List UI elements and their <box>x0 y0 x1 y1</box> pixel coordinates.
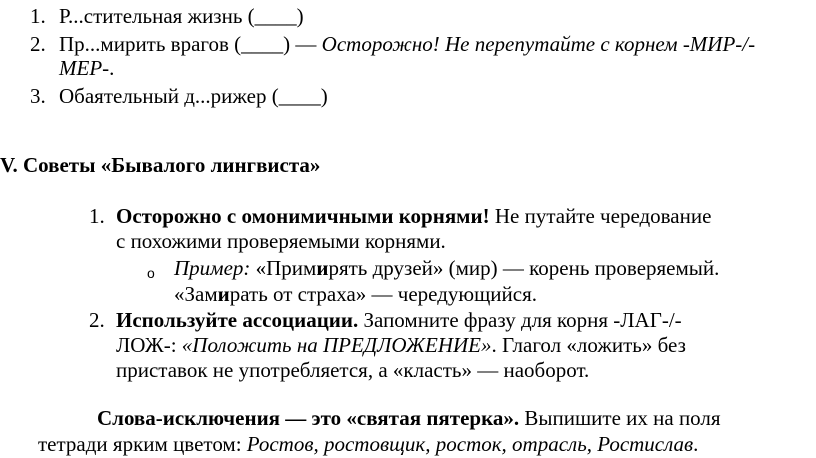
list-number: 3. <box>30 84 46 108</box>
tip-bold: Осторожно с омонимичными корнями! <box>116 204 490 228</box>
bullet-icon: o <box>147 265 155 281</box>
example-label: Пример: <box>174 256 251 280</box>
example-bold-letter: и <box>217 282 230 306</box>
tip-text: . Глагол «ложить» без <box>491 333 686 357</box>
tip-text: Не путайте чередование <box>489 204 712 228</box>
exceptions-line <box>97 406 721 430</box>
list-item-note-cont: МЕР- <box>59 56 110 80</box>
example-text: «Прим <box>250 256 317 280</box>
tip-number: 2. <box>89 308 105 332</box>
tip-item-cont <box>116 333 686 357</box>
exceptions-text: . <box>693 432 699 456</box>
list-item-note: Осторожно! Не перепутайте с корнем -МИР-/- <box>321 32 756 56</box>
list-item-text: Пр...мирить врагов (____) — <box>59 32 322 56</box>
example-line <box>174 282 537 306</box>
tip-text: Запомните фразу для корня -ЛАГ-/- <box>358 308 682 332</box>
list-item: Р...стительная жизнь (____) <box>59 4 304 28</box>
list-number: 1. <box>30 4 46 28</box>
example-bold-letter: и <box>316 256 329 280</box>
tip-item-cont: с похожими проверяемыми корнями. <box>116 229 446 253</box>
tip-item <box>116 308 682 332</box>
exceptions-text: Выпишите их на поля <box>519 406 721 430</box>
exceptions-text: тетради ярким цветом: <box>38 432 247 456</box>
list-number: 2. <box>30 32 46 56</box>
list-item <box>59 32 755 56</box>
example-line <box>174 256 719 280</box>
example-text: рать от страха» — чередующийся. <box>229 282 537 306</box>
tip-number: 1. <box>89 204 105 228</box>
exceptions-bold: Слова-исключения — это «святая пятерка». <box>97 406 520 430</box>
tip-italic: «Положить на ПРЕДЛОЖЕНИЕ» <box>181 333 492 357</box>
tip-item-cont: приставок не употребляется, а «класть» — наоборот. <box>116 358 590 382</box>
example-text: «Зам <box>174 282 218 306</box>
example-text: рять друзей» (мир) — корень проверяемый. <box>328 256 720 280</box>
tip-text: ЛОЖ-: <box>116 333 182 357</box>
tip-item <box>116 204 711 228</box>
section-heading: V. Советы «Бывалого лингвиста» <box>0 153 321 177</box>
list-item: Обаятельный д...рижер (____) <box>59 84 328 108</box>
list-item-tail: . <box>109 56 115 80</box>
exceptions-line <box>38 432 698 456</box>
exceptions-words: Ростов, ростовщик, росток, отрасль, Ростислав <box>246 432 694 456</box>
list-item-continuation <box>59 56 114 80</box>
tip-bold: Используйте ассоциации. <box>116 308 359 332</box>
